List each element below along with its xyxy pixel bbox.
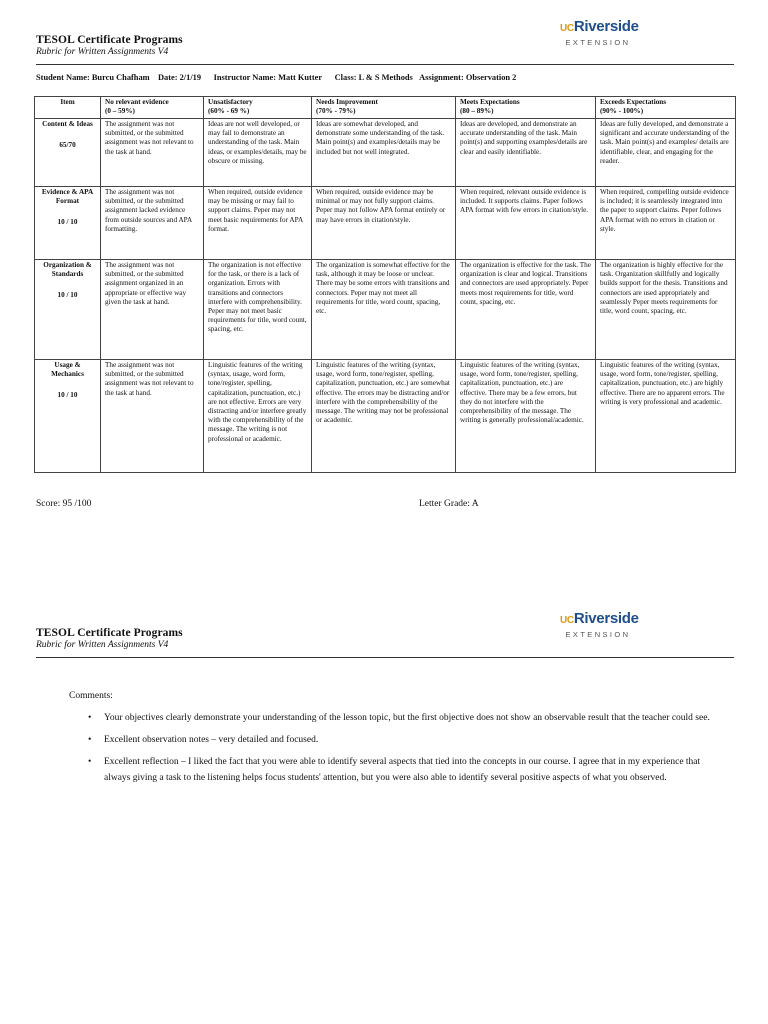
letter-grade: Letter Grade: A [419, 499, 479, 509]
rubric-cell: When required, compelling outside evidence is included; it is seamlessly integrated into the paper to support claims. Peper follows APA format with no errors in citation or style. [596, 187, 736, 260]
rubric-cell: The assignment was not submitted, or the submitted assignment was not relevant to the task at hand. [101, 360, 204, 473]
item-cell [35, 260, 101, 360]
comment-item [88, 754, 728, 786]
rubric-cell: When required, relevant outside evidence is included. It supports claims. Paper follows APA format with few errors in citation/style. [456, 187, 596, 260]
item-score: 65/70 [59, 141, 76, 150]
item-score: 10 / 10 [57, 291, 78, 300]
logo-uc: UC [560, 23, 574, 34]
comments-label: Comments: [69, 691, 113, 701]
header-rule [36, 657, 734, 658]
logo-uc: UC [560, 615, 574, 626]
logo-extension: EXTENSION [565, 38, 631, 47]
column-header: Meets Expectations (80 – 89%) [456, 97, 596, 119]
page-subtitle: Rubric for Written Assignments V4 [36, 47, 169, 57]
rubric-header-row [35, 97, 736, 119]
rubric-row-evidence-apa [35, 187, 736, 260]
item-label: Content & Ideas [42, 120, 93, 128]
rubric-cell: When required, outside evidence may be minimal or may not fully support claims. Peper may not follow APA format entirely or may have errors in citation/style. [312, 187, 456, 260]
header-rule [36, 64, 734, 65]
rubric-cell: The organization is not effective for the task, or there is a lack of organization. Errors with transitions and connectors interfere with comprehensibility. Peper may not meet basic requirements for title, word count, spacing, etc. [204, 260, 312, 360]
comment-text: Excellent observation notes – very detailed and focused. [104, 735, 319, 745]
comment-text: Excellent reflection – I liked the fact that you were able to identify several aspects that tied into the concepts in our course. I agree that in my experience that always giving a task to the listening helps focus students' attention, but you were also able to identify several positive aspects of what you observed. [104, 757, 701, 783]
rubric-cell: When required, outside evidence may be missing or may fail to support claims. Peper may not meet basic requirements for APA format. [204, 187, 312, 260]
item-label: Evidence & APA Format [41, 188, 94, 206]
student-info-line [36, 73, 736, 82]
assignment-name: Assignment: Observation 2 [419, 73, 517, 82]
rubric-cell: Ideas are developed, and demonstrate an accurate understanding of the task. Main point(s) and supporting examples/details are clear and easily identifiable. [456, 119, 596, 187]
item-cell [35, 187, 101, 260]
column-header: Needs Improvement (70% - 79%) [312, 97, 456, 119]
comment-item [88, 710, 728, 726]
item-cell [35, 119, 101, 187]
rubric-cell: Linguistic features of the writing (syntax, usage, word form, tone/register, spelling, capitalization, punctuation, etc.) are somewhat effective. The errors may be distracting and/or interfere with the comprehensibility of the message. The writing may not be professional or academic. [312, 360, 456, 473]
rubric-table [34, 96, 736, 473]
page-title: TESOL Certificate Programs [36, 34, 183, 46]
column-header: No relevant evidence (0 – 59%) [101, 97, 204, 119]
instructor-name: Instructor Name: Matt Kutter [213, 73, 323, 82]
column-header: Item [35, 97, 101, 119]
rubric-cell: The organization is highly effective for the task. Organization skillfully and logically builds support for the thesis. Transitions and connectors are used appropriately and seamlessly Peper meets requirements for title, word count, spacing, etc. [596, 260, 736, 360]
bullet-icon: • [88, 713, 92, 723]
rubric-cell: Linguistic features of the writing (syntax, usage, word form, tone/register, spelling, capitalization, punctuation, etc.) are not effective. Errors are very distracting and/or interfere greatly with the comprehensibility of the message. The writing is not professional or academic. [204, 360, 312, 473]
ucr-extension-logo [560, 18, 639, 47]
logo-riverside: Riverside [573, 610, 639, 627]
column-header: Unsatisfactory (60% - 69 %) [204, 97, 312, 119]
bullet-icon: • [88, 735, 92, 745]
rubric-cell: Ideas are fully developed, and demonstrate a significant and accurate understanding of the task. Main point(s) and examples/ details are identifiable, clear, and engaging for the reader. [596, 119, 736, 187]
rubric-cell: Linguistic features of the writing (syntax, usage, word form, tone/register, spelling, capitalization, punctuation, etc.) are effective. There may be a few errors, but they do not interfere with the comprehensibility of the message. The writing is generally professional/academic. [456, 360, 596, 473]
submission-date: Date: 2/1/19 [158, 73, 202, 82]
logo-extension: EXTENSION [565, 630, 631, 639]
rubric-row-organization [35, 260, 736, 360]
item-score: 10 / 10 [57, 391, 78, 400]
bullet-icon: • [88, 757, 92, 767]
rubric-cell: The assignment was not submitted, or the submitted assignment lacked evidence from outside sources and APA formatting. [101, 187, 204, 260]
rubric-cell: The assignment was not submitted, or the submitted assignment was not relevant to the task at hand. [101, 119, 204, 187]
total-score: Score: 95 /100 [36, 499, 92, 509]
rubric-cell: Ideas are not well developed, or may fail to demonstrate an understanding of the task. Main ideas, or examples/details, may be obscure or missing. [204, 119, 312, 187]
rubric-cell: The assignment was not submitted, or the submitted assignment organized in an appropriate or effective way given the task at hand. [101, 260, 204, 360]
comment-text: Your objectives clearly demonstrate your understanding of the lesson topic, but the first objective does not show an observable result that the teacher could see. [104, 713, 710, 723]
rubric-cell: Ideas are somewhat developed, and demonstrate some understanding of the task. Main point(s) and examples/details may be included but not well integrated. [312, 119, 456, 187]
rubric-row-content-ideas [35, 119, 736, 187]
rubric-cell: The organization is effective for the task. The organization is clear and logical. Transitions and connectors are used appropriately. Peper meets most requirements for title, word count, spacing, etc. [456, 260, 596, 360]
class-name: Class: L & S Methods [334, 73, 413, 82]
page-subtitle: Rubric for Written Assignments V4 [36, 640, 169, 650]
student-name: Student Name: Burcu Chafham [36, 73, 150, 82]
item-label: Usage & Mechanics [51, 361, 84, 379]
column-header: Exceeds Expectations (90% - 100%) [596, 97, 736, 119]
ucr-extension-logo [560, 610, 639, 639]
item-label: Organization & Standards [43, 261, 92, 279]
comment-item [88, 732, 728, 748]
page-title: TESOL Certificate Programs [36, 627, 183, 639]
item-score: 10 / 10 [57, 218, 78, 227]
item-cell [35, 360, 101, 473]
rubric-row-usage-mechanics [35, 360, 736, 473]
rubric-cell: The organization is somewhat effective for the task, although it may be loose or unclear. There may be some errors with transitions and connectors. Peper may not meet all requirements for title, word count, spacing, etc. [312, 260, 456, 360]
comments-list [88, 710, 728, 792]
rubric-cell: Linguistic features of the writing (syntax, usage, word form, tone/register, spelling, capitalization, punctuation, etc.) are highly effective. There are no apparent errors. The writing is very professional and academic. [596, 360, 736, 473]
logo-riverside: Riverside [573, 18, 639, 35]
